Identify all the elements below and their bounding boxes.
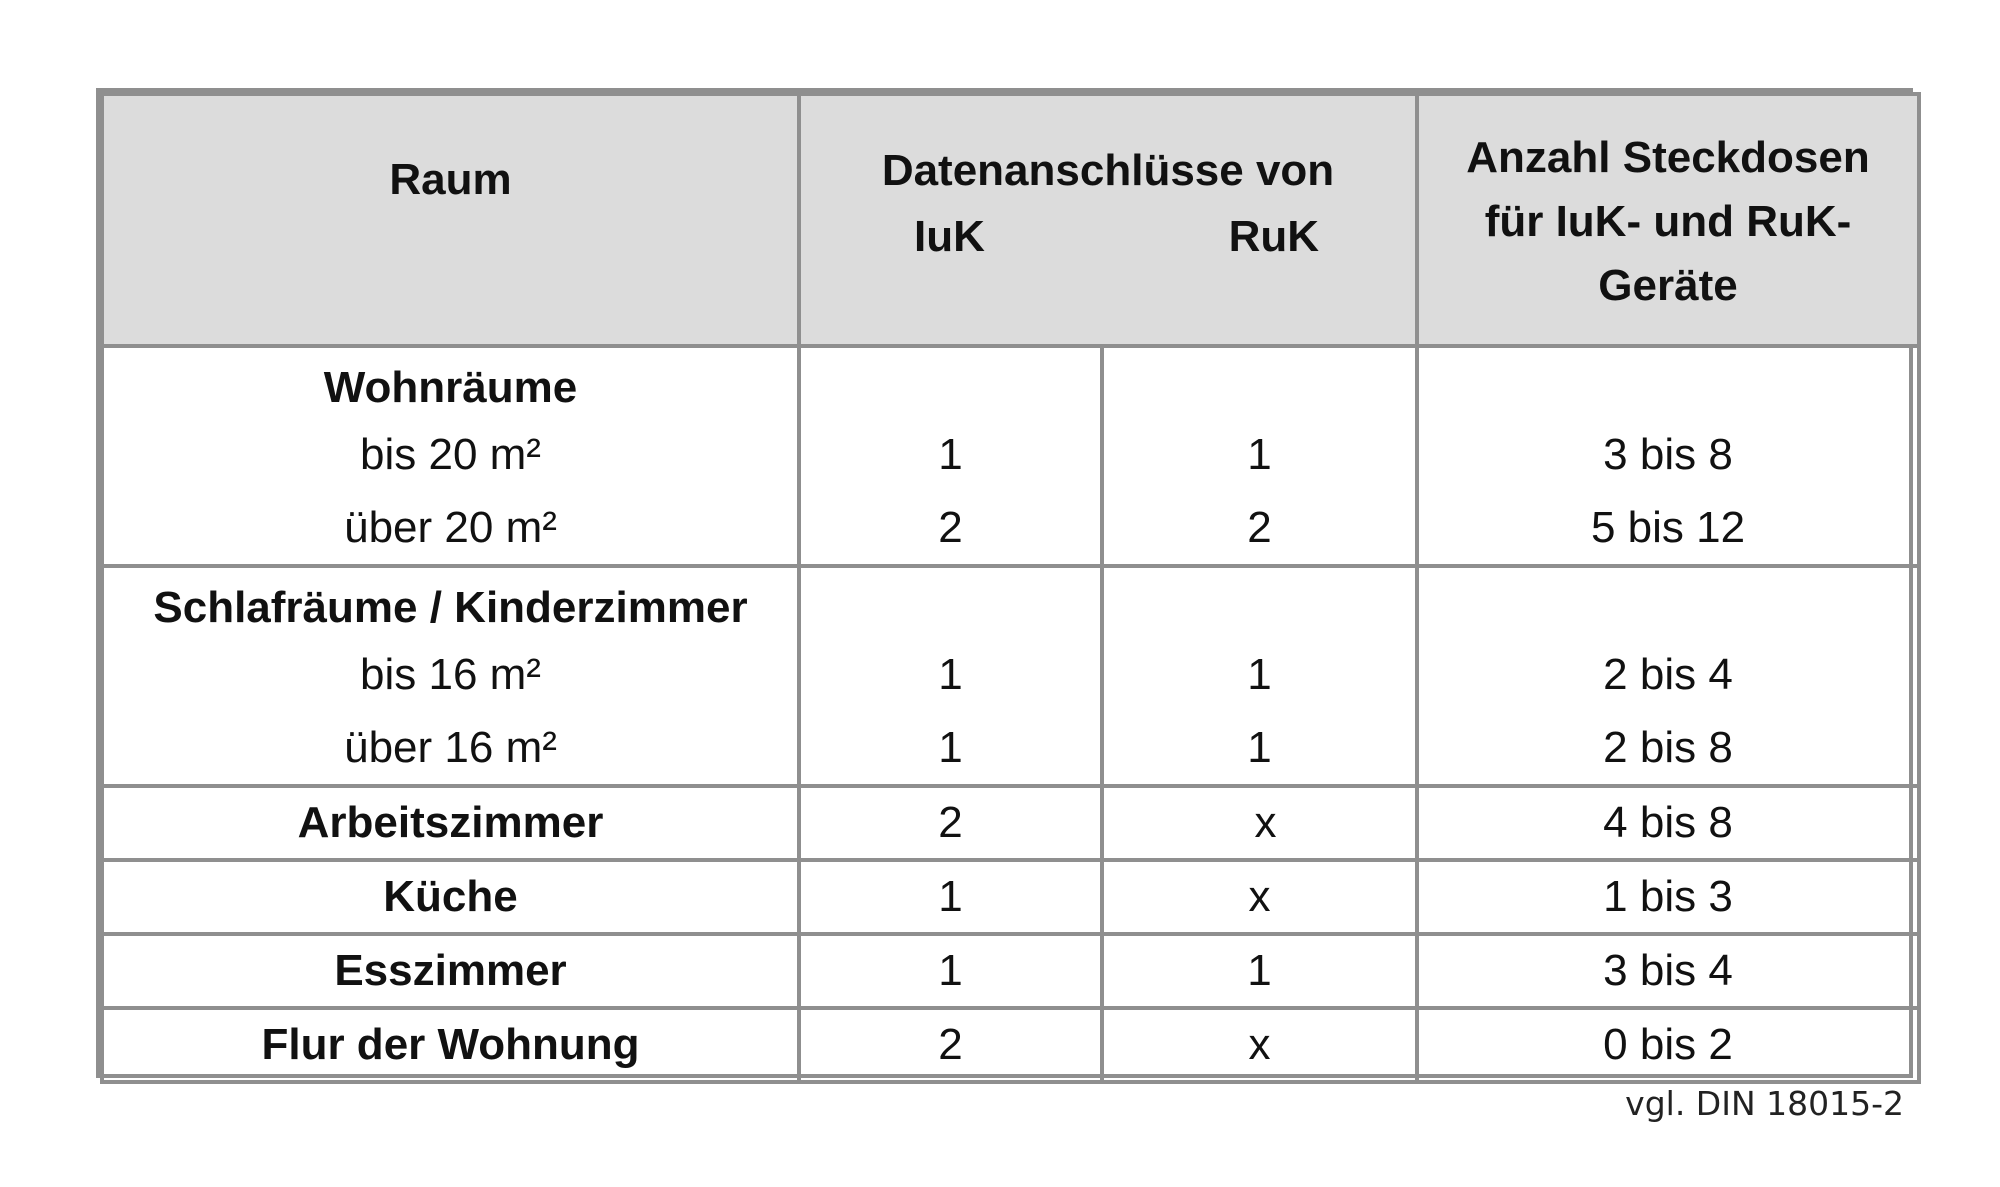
sockets-value: 3 bis 4	[1417, 934, 1919, 1008]
table-row	[102, 934, 1919, 1008]
iuk-value: 1	[938, 430, 963, 479]
table-row-group-bedrooms	[102, 566, 1919, 786]
ruk-cell	[1102, 346, 1417, 566]
iuk-value: 1	[799, 860, 1102, 934]
sockets-value: 2 bis 8	[1603, 723, 1733, 772]
ruk-value: x	[1102, 1008, 1417, 1082]
room-name: Küche	[102, 860, 799, 934]
table-row	[102, 786, 1919, 860]
iuk-value: 2	[799, 786, 1102, 860]
table-row	[102, 1008, 1919, 1082]
sockets-value: 2 bis 4	[1603, 650, 1733, 699]
room-name: Arbeitszimmer	[102, 786, 799, 860]
header-sockets-line-2: für IuK- und RuK-	[1484, 197, 1852, 246]
header-sockets-line-1: Anzahl Steckdosen	[1466, 133, 1870, 182]
header-room	[102, 94, 799, 346]
sockets-cell	[1417, 346, 1919, 566]
header-sockets-line-3: Geräte	[1598, 261, 1738, 310]
sockets-cell	[1417, 566, 1919, 786]
ruk-cell	[1102, 566, 1417, 786]
din-table	[100, 92, 1921, 1084]
iuk-cell	[799, 566, 1102, 786]
iuk-cell	[799, 346, 1102, 566]
header-data-title: Datenanschlüsse von	[881, 146, 1335, 195]
room-size: über 16 m²	[344, 723, 557, 772]
iuk-value: 1	[938, 650, 963, 699]
sockets-value: 5 bis 12	[1590, 503, 1746, 552]
room-name: Flur der Wohnung	[102, 1008, 799, 1082]
room-cell	[102, 346, 799, 566]
ruk-value-text: x	[1254, 798, 1277, 847]
sockets-value: 4 bis 8	[1417, 786, 1919, 860]
source-note: vgl. DIN 18015-2	[1625, 1084, 1904, 1123]
iuk-value: 2	[799, 1008, 1102, 1082]
group-title: Schlafräume / Kinderzimmer	[153, 583, 748, 632]
header-data-connections	[799, 94, 1417, 346]
iuk-value: 2	[938, 503, 963, 552]
header-iuk: IuK	[914, 212, 985, 261]
ruk-value: 1	[1247, 430, 1272, 479]
ruk-value: 2	[1247, 503, 1272, 552]
iuk-value: 1	[938, 723, 963, 772]
room-size: über 20 m²	[344, 503, 557, 552]
ruk-value: 1	[1102, 934, 1417, 1008]
iuk-value: 1	[799, 934, 1102, 1008]
header-row	[102, 94, 1919, 346]
room-name: Esszimmer	[102, 934, 799, 1008]
room-size: bis 20 m²	[360, 430, 541, 479]
header-room-label: Raum	[389, 155, 512, 204]
table-row-group-living	[102, 346, 1919, 566]
header-sockets	[1417, 94, 1919, 346]
ruk-value	[1102, 786, 1417, 860]
ruk-value: 1	[1247, 650, 1272, 699]
room-size: bis 16 m²	[360, 650, 541, 699]
sockets-value: 0 bis 2	[1417, 1008, 1919, 1082]
sockets-value: 3 bis 8	[1603, 430, 1733, 479]
room-cell	[102, 566, 799, 786]
header-ruk: RuK	[1228, 212, 1319, 261]
table-row	[102, 860, 1919, 934]
ruk-value: 1	[1247, 723, 1272, 772]
ruk-value: x	[1102, 860, 1417, 934]
group-title: Wohnräume	[323, 363, 578, 412]
sockets-value: 1 bis 3	[1417, 860, 1919, 934]
outlet-table	[96, 88, 1913, 1078]
